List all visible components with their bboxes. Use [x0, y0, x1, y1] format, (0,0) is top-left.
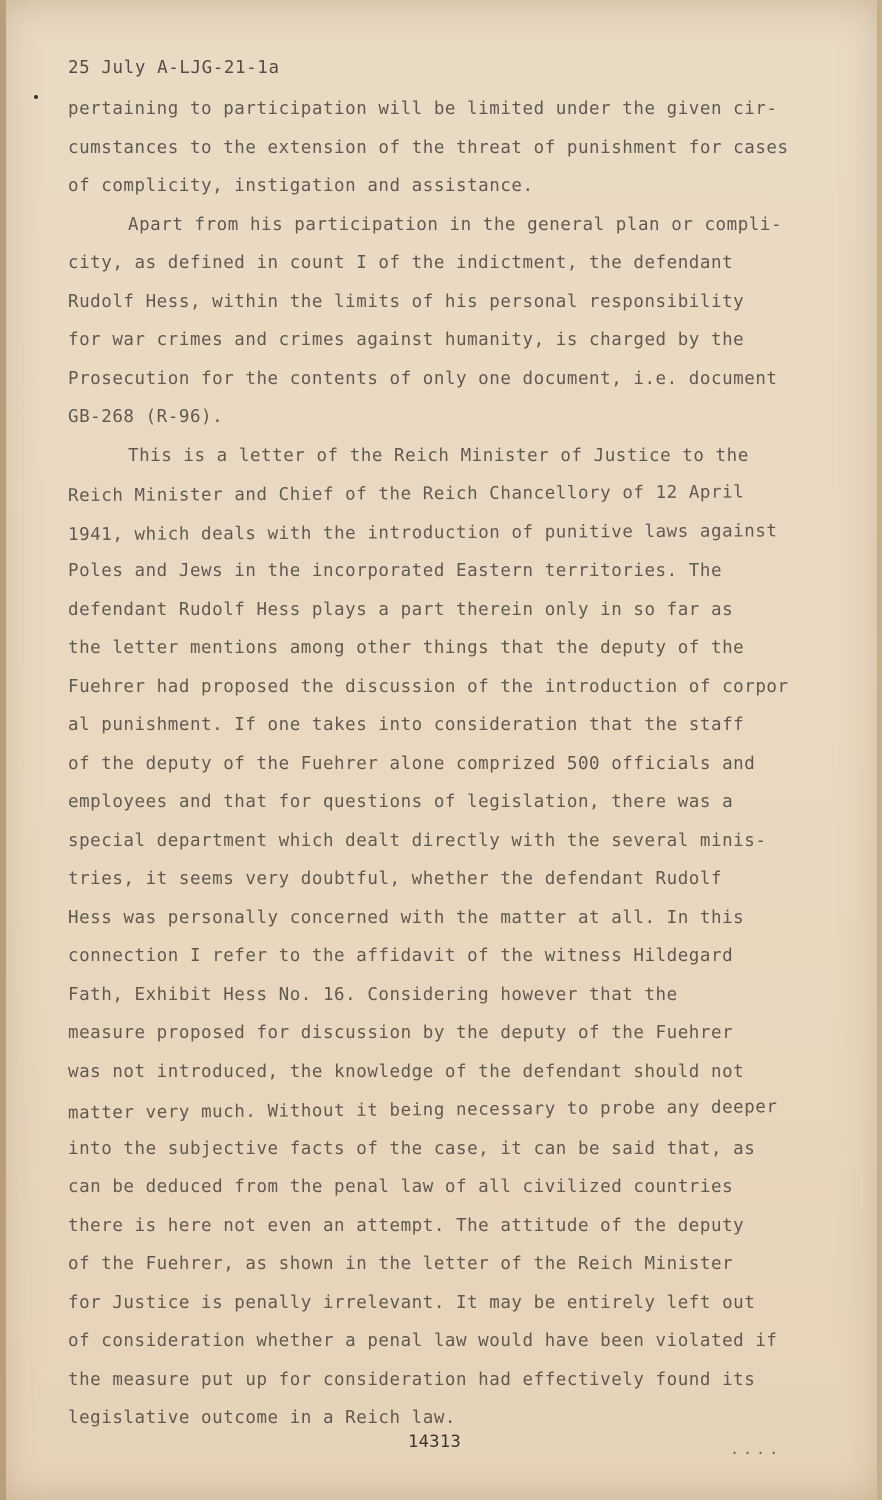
- text-line: Reich Minister and Chief of the Reich Chancellory of 12 April: [67, 482, 745, 507]
- text-line: there is here not even an attempt. The attitude of the deputy: [68, 1215, 745, 1236]
- text-line: Apart from his participation in the general plan or compli-: [128, 214, 783, 235]
- text-line: matter very much. Without it being necessary to probe any deeper: [67, 1097, 778, 1124]
- text-line: of consideration whether a penal law would have been violated if: [68, 1331, 778, 1351]
- text-line: employees and that for questions of legislation, there was a: [68, 792, 734, 812]
- text-line: can be deduced from the penal law of all civilized countries: [68, 1177, 734, 1197]
- text-line: al punishment. If one takes into consideration that the staff: [68, 715, 745, 735]
- text-line: This is a letter of the Reich Minister of Justice to the: [128, 445, 749, 466]
- text-line: was not introduced, the knowledge of the defendant should not: [68, 1061, 745, 1082]
- text-line: the letter mentions among other things that the deputy of the: [68, 638, 745, 658]
- text-line: into the subjective facts of the case, it can be said that, as: [68, 1138, 756, 1159]
- page-edge-right: [877, 0, 882, 1500]
- text-line: special department which dealt directly with the several minis-: [68, 830, 767, 851]
- page-number: 14313: [408, 1432, 462, 1452]
- text-line: GB-268 (R-96).: [68, 407, 224, 427]
- text-line: city, as defined in count I of the indictment, the defendant: [68, 253, 734, 273]
- text-line: Poles and Jews in the incorporated Eastern territories. The: [68, 561, 723, 581]
- margin-mark: [34, 95, 38, 99]
- text-line: Hess was personally concerned with the matter at all. In this: [68, 907, 745, 928]
- page-edge-left: [0, 0, 6, 1500]
- text-line: 1941, which deals with the introduction of punitive laws against: [67, 520, 778, 545]
- text-line: connection I refer to the affidavit of the witness Hildegard: [68, 946, 734, 966]
- text-line: Fuehrer had proposed the discussion of the introduction of corpor: [68, 676, 789, 697]
- text-line: Fath, Exhibit Hess No. 16. Considering however that the: [68, 984, 678, 1005]
- document-header: 25 July A-LJG-21-1a: [68, 58, 280, 78]
- text-line: for Justice is penally irrelevant. It may be entirely left out: [68, 1292, 756, 1313]
- text-line: of the deputy of the Fuehrer alone comprized 500 officials and: [68, 753, 756, 774]
- text-line: legislative outcome in a Reich law.: [68, 1408, 457, 1428]
- document-body: [68, 90, 848, 1438]
- text-line: for war crimes and crimes against humanity, is charged by the: [68, 330, 745, 350]
- footer-dots: ....: [730, 1440, 783, 1458]
- text-line: tries, it seems very doubtful, whether the defendant Rudolf: [68, 869, 723, 889]
- text-line: Prosecution for the contents of only one document, i.e. document: [68, 368, 778, 389]
- text-line: of complicity, instigation and assistance.: [68, 176, 534, 196]
- text-line: pertaining to participation will be limited under the given cir-: [68, 99, 778, 119]
- text-line: the measure put up for consideration had effectively found its: [68, 1369, 756, 1390]
- text-line: Rudolf Hess, within the limits of his personal responsibility: [68, 291, 745, 312]
- text-line: defendant Rudolf Hess plays a part therein only in so far as: [68, 599, 734, 620]
- text-line: of the Fuehrer, as shown in the letter of the Reich Minister: [68, 1254, 734, 1274]
- text-line: cumstances to the extension of the threat of punishment for cases: [68, 137, 789, 158]
- text-line: measure proposed for discussion by the deputy of the Fuehrer: [68, 1023, 734, 1043]
